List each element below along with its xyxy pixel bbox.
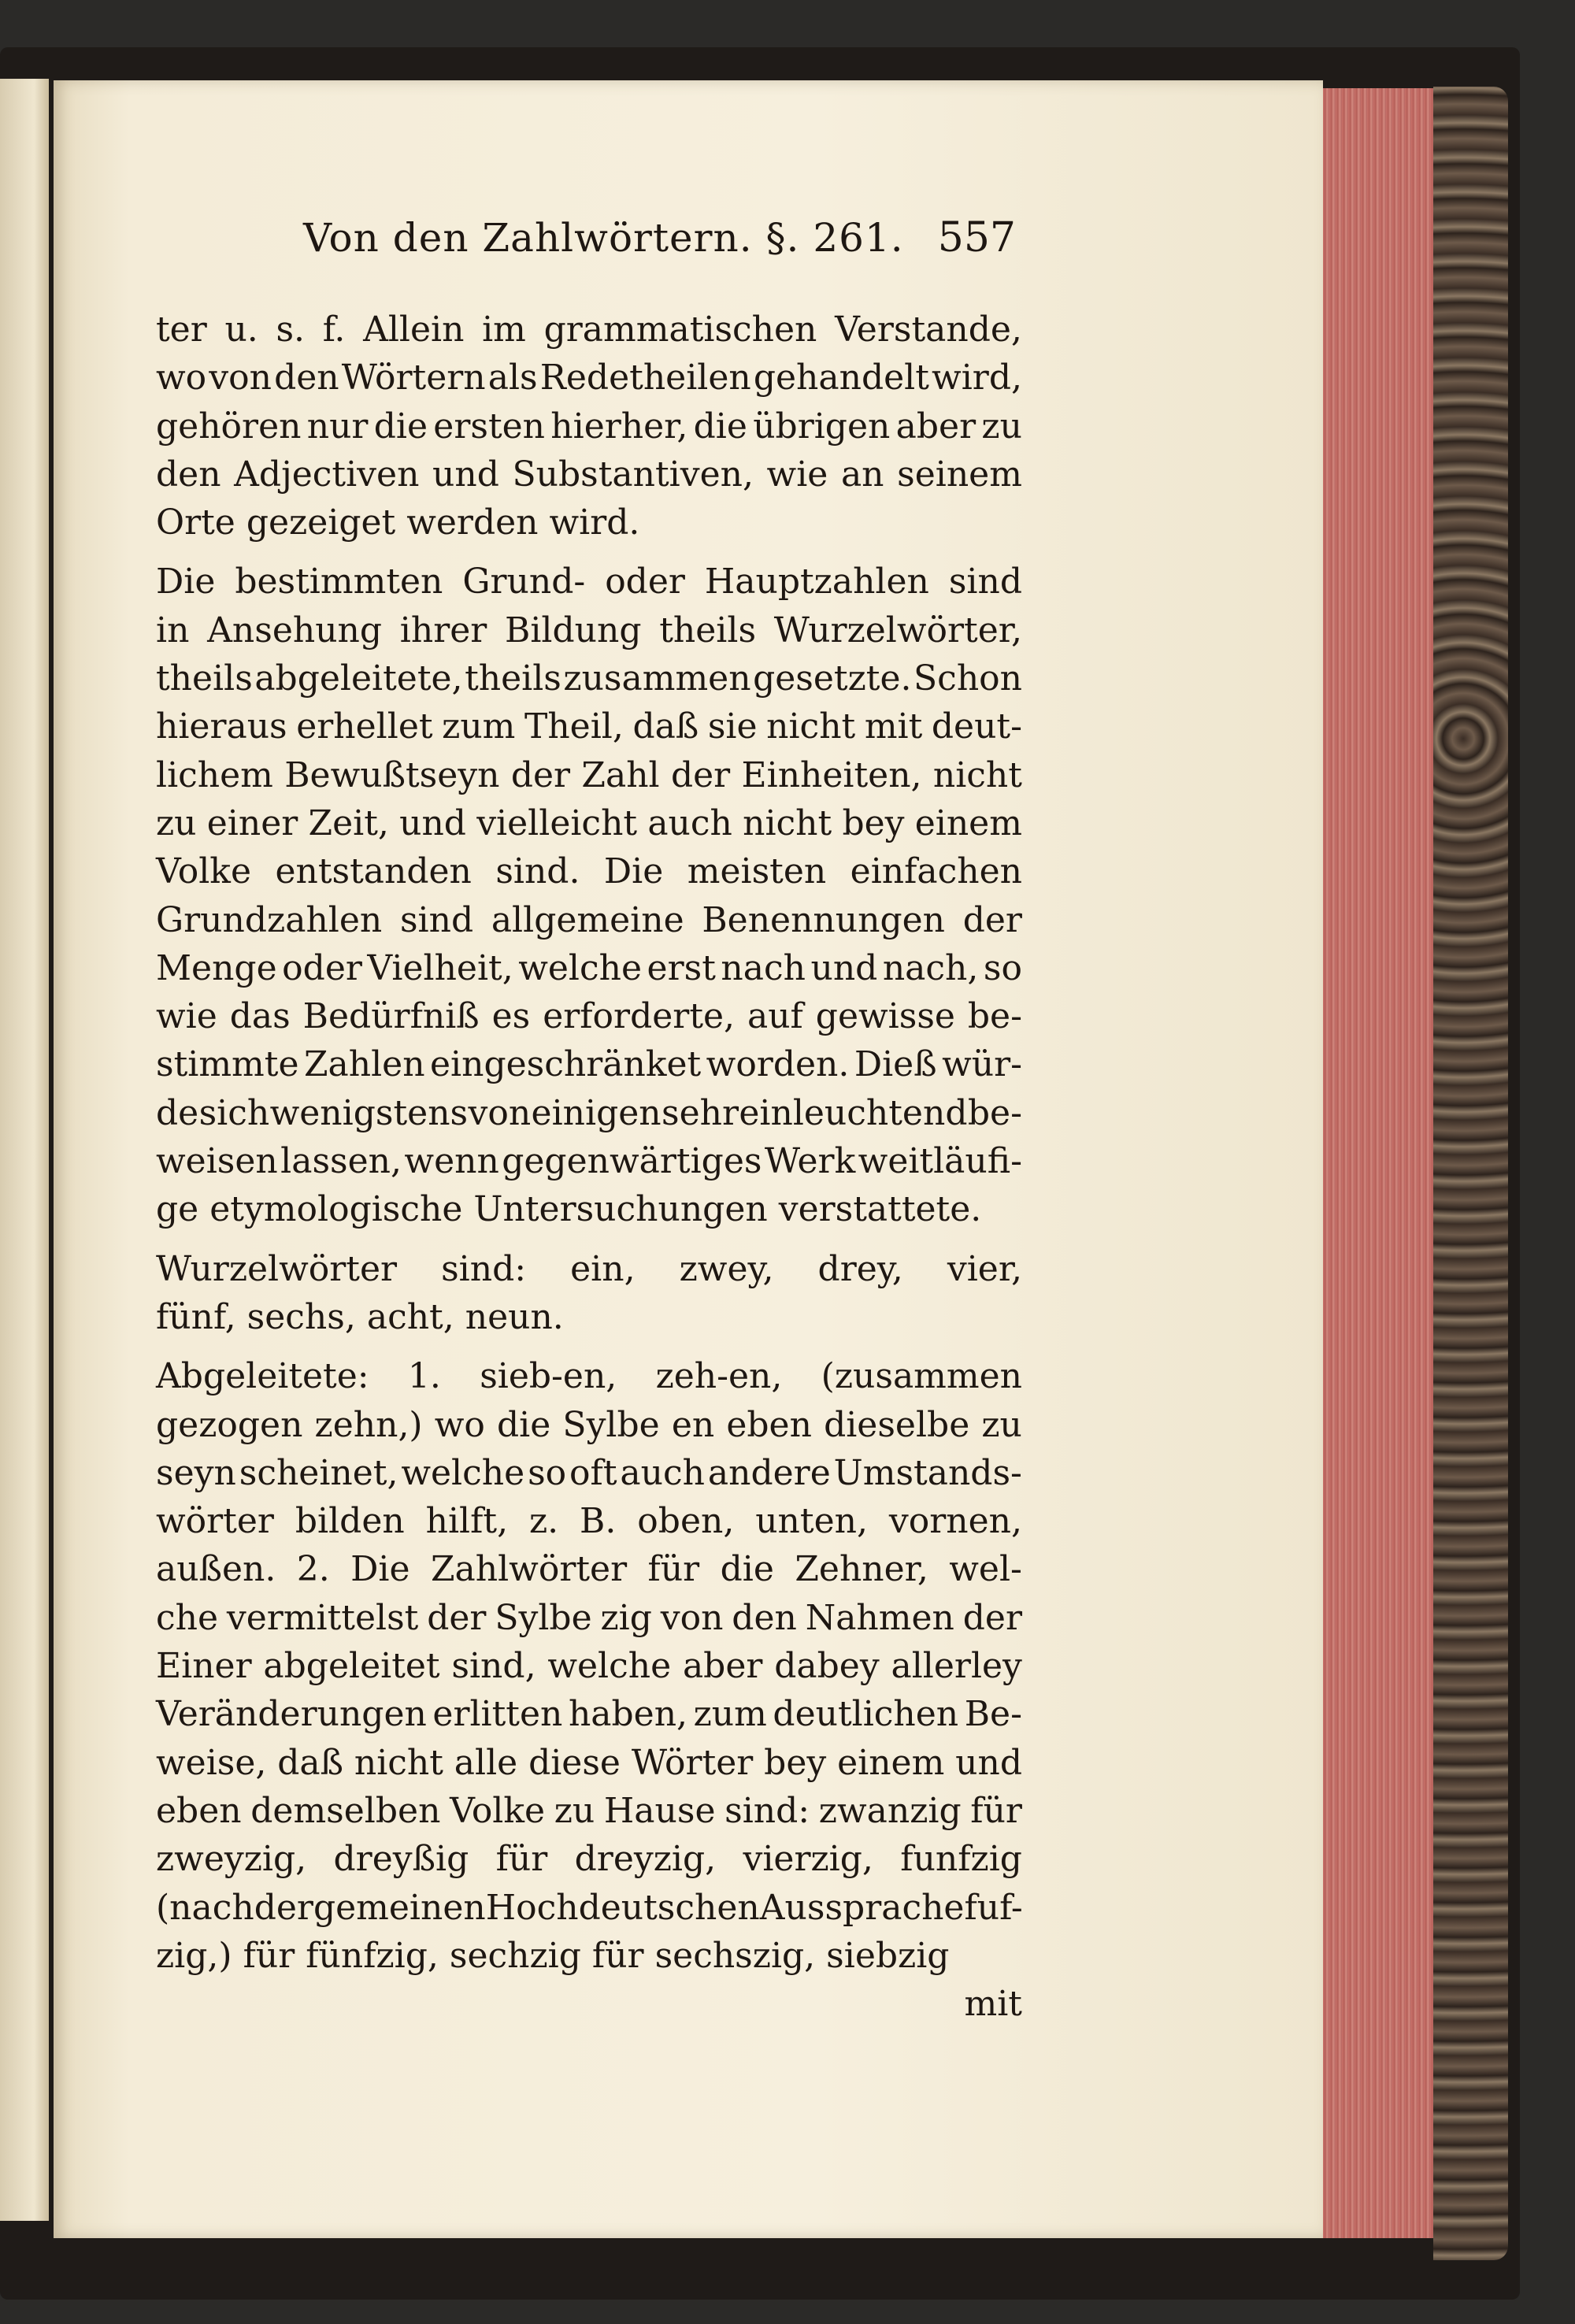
word: für xyxy=(495,1839,548,1880)
header-title: Von den Zahlwörtern. §. 261. xyxy=(303,215,904,261)
word: sie xyxy=(707,706,758,747)
word: nach xyxy=(721,947,806,988)
word: an xyxy=(840,454,884,495)
marbled-cover xyxy=(1433,87,1508,2260)
word: theils xyxy=(465,658,561,699)
text-line xyxy=(156,1449,1022,1497)
word: oder xyxy=(605,562,685,602)
word: bestimmten xyxy=(235,562,443,602)
text-line xyxy=(156,606,1022,654)
paragraph xyxy=(156,558,1022,1233)
word: abgeleitete, xyxy=(254,658,463,699)
word: vierzig, xyxy=(743,1839,873,1880)
word: vier, xyxy=(947,1248,1022,1289)
word: Dieß xyxy=(854,1044,937,1085)
word: Hochdeutschen xyxy=(485,1887,760,1928)
word: Umstands- xyxy=(833,1452,1022,1493)
body-text xyxy=(156,306,1022,2028)
text-line xyxy=(156,751,1022,799)
text-line xyxy=(156,354,1022,402)
word: den xyxy=(732,1597,797,1638)
word: gegenwärtiges xyxy=(502,1141,762,1182)
word: 1. xyxy=(407,1356,441,1397)
text-line xyxy=(156,1137,1022,1185)
text-line xyxy=(156,1089,1022,1137)
catchword: mit xyxy=(964,1984,1022,2025)
word: eben xyxy=(726,1404,812,1445)
word: Volke xyxy=(450,1790,546,1831)
word: einem xyxy=(837,1742,945,1783)
word: so xyxy=(528,1452,567,1493)
word: dieselbe xyxy=(824,1404,970,1445)
word: nach, xyxy=(882,947,979,988)
word: oben, xyxy=(637,1501,735,1542)
word: Untersuchungen xyxy=(473,1189,768,1230)
word: im xyxy=(482,309,526,350)
word: gehandelt xyxy=(753,358,929,398)
word: u. xyxy=(224,309,258,350)
word: von xyxy=(209,358,272,398)
word: zum xyxy=(693,1694,767,1735)
word: nicht xyxy=(932,754,1022,795)
word: Aussprache xyxy=(759,1887,965,1928)
word: unten, xyxy=(755,1501,868,1542)
word: deutlichen xyxy=(773,1694,959,1735)
word: die xyxy=(693,406,747,447)
word: welche xyxy=(518,947,643,988)
word: Theil, xyxy=(524,706,624,747)
word: sind, xyxy=(451,1646,536,1687)
text-line xyxy=(156,1932,1022,1980)
word: Wurzelwörter xyxy=(156,1248,398,1289)
word: ein, xyxy=(570,1248,636,1289)
word: daß xyxy=(277,1742,344,1783)
word: gesetzte. xyxy=(753,658,912,699)
word: einer xyxy=(206,802,298,843)
text-line xyxy=(156,1040,1022,1088)
word: Die xyxy=(603,851,664,892)
word: übrigen xyxy=(753,406,891,447)
word: Die xyxy=(156,562,216,602)
word: che xyxy=(156,1597,219,1638)
word: der xyxy=(670,754,731,795)
word: zweyzig, xyxy=(156,1839,307,1880)
word: Allein xyxy=(363,309,465,350)
word: bey xyxy=(842,802,905,843)
word: die xyxy=(497,1404,551,1445)
word: oder xyxy=(282,947,362,988)
word: Menge xyxy=(156,947,277,988)
word: zum xyxy=(442,706,516,747)
text-line xyxy=(156,1497,1022,1545)
word: Einheiten, xyxy=(741,754,922,795)
word: auch xyxy=(647,802,732,843)
word: und xyxy=(955,1742,1022,1783)
word: der xyxy=(427,1597,487,1638)
word: Sylbe xyxy=(562,1404,660,1445)
word: B. xyxy=(580,1501,617,1542)
text-line xyxy=(156,702,1022,751)
word: für xyxy=(591,1935,644,1976)
text-line xyxy=(156,1690,1022,1738)
word: Wörter xyxy=(631,1742,754,1783)
word: 2. xyxy=(296,1549,330,1590)
word: zeh-en, xyxy=(655,1356,783,1397)
word: gezogen xyxy=(156,1404,303,1445)
word: gehören xyxy=(156,406,302,447)
text-line xyxy=(156,1545,1022,1593)
word: ge xyxy=(156,1189,199,1230)
word: demselben xyxy=(250,1790,441,1831)
word: Adjectiven xyxy=(234,454,420,495)
text-line xyxy=(156,944,1022,992)
word: andere xyxy=(707,1452,831,1493)
word: fünfzig, xyxy=(306,1935,439,1976)
word: Zahlen xyxy=(303,1044,425,1085)
word: z. xyxy=(528,1501,559,1542)
word: der xyxy=(510,754,571,795)
word: weisen xyxy=(156,1141,278,1182)
word: wo xyxy=(434,1404,485,1445)
word: das xyxy=(229,996,291,1037)
word: wenigstens xyxy=(269,1092,469,1133)
word: Hauptzahlen xyxy=(704,562,929,602)
word: einem xyxy=(914,802,1022,843)
word: sechszig, xyxy=(654,1935,816,1976)
word: acht, xyxy=(366,1296,454,1337)
word: haben, xyxy=(568,1694,688,1735)
word: wörter xyxy=(156,1501,274,1542)
word: und xyxy=(432,454,499,495)
word: vielleicht xyxy=(476,802,638,843)
word: zwey, xyxy=(679,1248,774,1289)
word: auch xyxy=(620,1452,705,1493)
word: Zeit, xyxy=(308,802,389,843)
word: die xyxy=(373,406,428,447)
word: gezeiget xyxy=(246,502,396,543)
word: dabey xyxy=(774,1646,880,1687)
word: ter xyxy=(156,309,207,350)
text-line xyxy=(156,402,1022,450)
word: weitläufi- xyxy=(858,1141,1022,1182)
word: en xyxy=(671,1404,715,1445)
word: vornen, xyxy=(888,1501,1022,1542)
word: der xyxy=(254,1887,313,1928)
red-page-edges xyxy=(1323,88,1433,2238)
text-line xyxy=(156,847,1022,895)
text-line xyxy=(156,499,1022,547)
word: weise, xyxy=(156,1742,267,1783)
word: alle xyxy=(454,1742,518,1783)
word: erlitten xyxy=(432,1694,563,1735)
word: sind xyxy=(948,562,1022,602)
word: einigen xyxy=(531,1092,662,1133)
word: Veränderungen xyxy=(156,1694,427,1735)
word: einfachen xyxy=(850,851,1022,892)
word: wie xyxy=(766,454,828,495)
word: scheinet, xyxy=(239,1452,398,1493)
word: wie xyxy=(156,996,217,1037)
word: werden xyxy=(406,502,539,543)
text-line xyxy=(156,1787,1022,1835)
word: allgemeine xyxy=(491,899,684,940)
word: Die xyxy=(350,1549,410,1590)
word: Grundzahlen xyxy=(156,899,383,940)
word: fünf, xyxy=(156,1296,236,1337)
word: zu xyxy=(554,1790,595,1831)
word: dreyzig, xyxy=(574,1839,717,1880)
word: wird. xyxy=(549,502,640,543)
word: als xyxy=(487,358,538,398)
word: Abgeleitete: xyxy=(156,1356,369,1397)
word: erhellet xyxy=(296,706,433,747)
word: worden. xyxy=(706,1044,850,1085)
word: gemeinen xyxy=(313,1887,486,1928)
text-line xyxy=(156,799,1022,847)
text-line xyxy=(156,1884,1022,1932)
word: zig xyxy=(600,1597,652,1638)
word: (nach xyxy=(156,1887,254,1928)
word: Ansehung xyxy=(207,610,383,650)
word: von xyxy=(660,1597,724,1638)
word: (zusammen xyxy=(821,1356,1022,1397)
word: sieb-en, xyxy=(480,1356,617,1397)
word: grammatischen xyxy=(543,309,817,350)
word: Wurzelwörter, xyxy=(773,610,1022,650)
word: be- xyxy=(967,996,1022,1037)
word: seinem xyxy=(897,454,1022,495)
word: ersten xyxy=(433,406,546,447)
word: etymologische xyxy=(209,1189,463,1230)
word: de xyxy=(156,1092,199,1133)
word: einleuchtend xyxy=(739,1092,968,1133)
word: zwanzig xyxy=(818,1790,962,1831)
text-line xyxy=(156,1835,1022,1883)
word: sechzig xyxy=(449,1935,581,1976)
word: meisten xyxy=(687,851,827,892)
word: zu xyxy=(981,1404,1022,1445)
text-line xyxy=(156,1352,1022,1400)
word: nicht xyxy=(354,1742,443,1783)
word: welche xyxy=(547,1646,672,1687)
word: stimmte xyxy=(156,1044,299,1085)
word: Einer xyxy=(156,1646,252,1687)
word: und xyxy=(810,947,878,988)
word: Redetheilen xyxy=(539,358,751,398)
word: gewisse xyxy=(815,996,955,1037)
word: sind. xyxy=(495,851,580,892)
word: s. xyxy=(276,309,306,350)
word: von xyxy=(468,1092,532,1133)
word: drey, xyxy=(817,1248,903,1289)
catchword-line xyxy=(156,1980,1022,2028)
word: Hause xyxy=(603,1790,716,1831)
word: erst xyxy=(647,947,716,988)
text-line xyxy=(156,1594,1022,1642)
word: wel- xyxy=(949,1549,1022,1590)
word: be- xyxy=(967,1092,1022,1133)
word: theils xyxy=(659,610,757,650)
word: nicht xyxy=(766,706,856,747)
paragraph xyxy=(156,306,1022,547)
text-line xyxy=(156,896,1022,944)
word: sind xyxy=(399,899,474,940)
word: funfzig xyxy=(900,1839,1022,1880)
word: es xyxy=(491,996,531,1037)
word: Verstande, xyxy=(835,309,1022,350)
word: welche xyxy=(401,1452,525,1493)
word: Grund- xyxy=(462,562,586,602)
word: wenn xyxy=(404,1141,499,1182)
paragraph xyxy=(156,1245,1022,1342)
word: theils xyxy=(156,658,253,699)
word: wür- xyxy=(942,1044,1022,1085)
paragraph xyxy=(156,1352,1022,1980)
word: lichem xyxy=(156,754,273,795)
word: entstanden xyxy=(275,851,472,892)
word: den xyxy=(156,454,221,495)
word: wird, xyxy=(932,358,1022,398)
paragraph-gap xyxy=(156,1341,1022,1352)
word: Benennungen xyxy=(702,899,945,940)
word: zu xyxy=(156,802,197,843)
word: Volke xyxy=(156,851,251,892)
text-line xyxy=(156,1642,1022,1690)
word: fuf- xyxy=(964,1887,1023,1928)
word: Be- xyxy=(964,1694,1022,1735)
word: Bewußtseyn xyxy=(284,754,500,795)
word: so xyxy=(983,947,1022,988)
word: seyn xyxy=(156,1452,236,1493)
paragraph-gap xyxy=(156,1234,1022,1245)
word: bilden xyxy=(295,1501,405,1542)
word: Zahl xyxy=(581,754,660,795)
text-line xyxy=(156,992,1022,1040)
word: auf xyxy=(747,996,803,1037)
word: allerley xyxy=(891,1646,1022,1687)
word: mit xyxy=(864,706,923,747)
word: hierher, xyxy=(550,406,688,447)
text-line xyxy=(156,654,1022,702)
text-line xyxy=(156,306,1022,354)
word: Schon xyxy=(914,658,1022,699)
word: aber xyxy=(895,406,976,447)
word: Orte xyxy=(156,502,235,543)
word: erforderte, xyxy=(543,996,736,1037)
word: und xyxy=(399,802,466,843)
word: f. xyxy=(322,309,346,350)
text-line xyxy=(156,450,1022,499)
word: vermittelst xyxy=(226,1597,419,1638)
word: in xyxy=(156,610,190,650)
word: zusammen xyxy=(563,658,751,699)
word: abgeleitet xyxy=(263,1646,440,1687)
previous-page-edge xyxy=(0,79,49,2221)
word: der xyxy=(962,1597,1022,1638)
word: sechs, xyxy=(246,1296,356,1337)
word: Sylbe xyxy=(495,1597,592,1638)
word: siebzig xyxy=(826,1935,950,1976)
word: die xyxy=(720,1549,774,1590)
word: Werk xyxy=(764,1141,856,1182)
word: lassen, xyxy=(280,1141,402,1182)
text-line xyxy=(156,1245,1022,1293)
text-line xyxy=(156,1739,1022,1787)
word: zig,) xyxy=(156,1935,232,1976)
word: Zehner, xyxy=(795,1549,928,1590)
word: oft xyxy=(569,1452,617,1493)
word: Nahmen xyxy=(805,1597,954,1638)
word: sind: xyxy=(724,1790,810,1831)
word: Bildung xyxy=(505,610,642,650)
word: der xyxy=(962,899,1022,940)
word: sich xyxy=(198,1092,270,1133)
word: Vielheit, xyxy=(367,947,513,988)
word: deut- xyxy=(931,706,1022,747)
word: nur xyxy=(306,406,369,447)
word: für xyxy=(243,1935,295,1976)
word: bey xyxy=(764,1742,827,1783)
word: zehn,) xyxy=(314,1404,423,1445)
text-line xyxy=(156,1185,1022,1233)
text-line xyxy=(156,1293,1022,1341)
word: sind: xyxy=(441,1248,527,1289)
word: daß xyxy=(632,706,699,747)
word: Bedürfniß xyxy=(302,996,480,1037)
word: zu xyxy=(981,406,1022,447)
word: dreyßig xyxy=(333,1839,469,1880)
word: diese xyxy=(528,1742,621,1783)
word: Zahlwörter xyxy=(430,1549,628,1590)
text-line xyxy=(156,1401,1022,1449)
word: für xyxy=(647,1549,700,1590)
word: Wörtern xyxy=(341,358,486,398)
word: neun. xyxy=(465,1296,564,1337)
word: aber xyxy=(682,1646,763,1687)
page-number: 557 xyxy=(937,214,1016,261)
word: verstattete. xyxy=(778,1189,982,1230)
word: Substantiven, xyxy=(512,454,754,495)
word: den xyxy=(274,358,339,398)
paragraph-gap xyxy=(156,547,1022,558)
word: für xyxy=(970,1790,1022,1831)
text-line xyxy=(156,558,1022,606)
word: wo xyxy=(156,358,207,398)
word: ihrer xyxy=(399,610,487,650)
word: hieraus xyxy=(156,706,287,747)
word: sehr xyxy=(662,1092,739,1133)
running-header xyxy=(303,214,1016,261)
paragraphs xyxy=(156,306,1022,1980)
word: eingeschränket xyxy=(430,1044,702,1085)
word: nicht xyxy=(743,802,832,843)
word: außen. xyxy=(156,1549,276,1590)
word: hilft, xyxy=(425,1501,509,1542)
word: eben xyxy=(156,1790,242,1831)
